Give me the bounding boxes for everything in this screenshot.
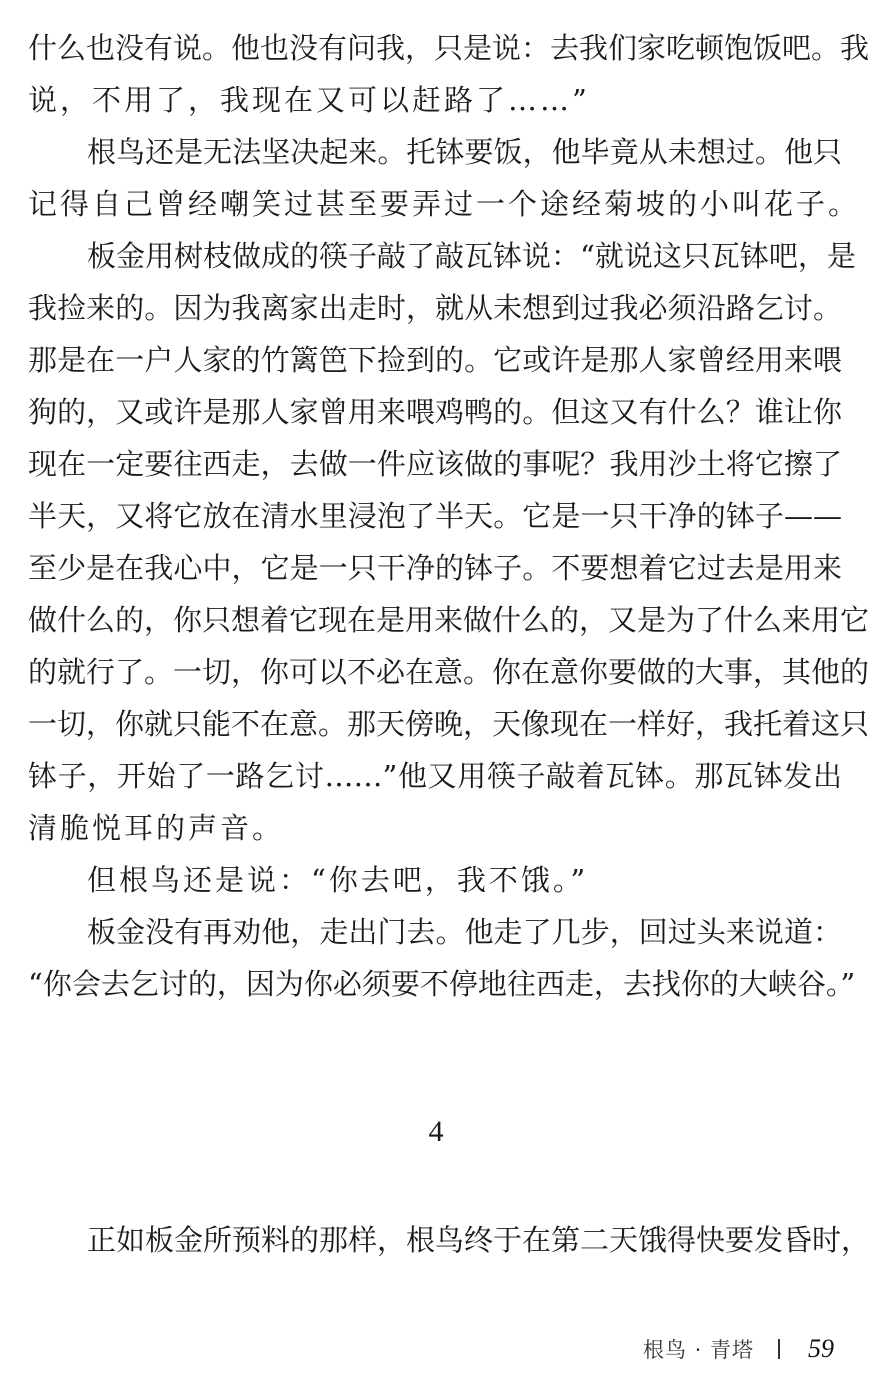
running-title: 根鸟 · 青塔 bbox=[642, 1338, 754, 1362]
text-line: 现在一定要往西走，去做一件应该做的事呢？我用沙土将它擦了 bbox=[28, 447, 842, 481]
text-line: 半天，又将它放在清水里浸泡了半天。它是一只干净的钵子—— bbox=[28, 499, 842, 533]
text-line: 清脆悦耳的声音。 bbox=[28, 811, 285, 845]
text-line: 的就行了。一切，你可以不必在意。你在意你要做的大事，其他的 bbox=[28, 655, 870, 689]
text-line: 正如板金所预料的那样，根鸟终于在第二天饿得快要发昏时， bbox=[87, 1223, 871, 1257]
text-line: 板金没有再劝他，走出门去。他走了几步，回过头来说道： bbox=[87, 915, 842, 949]
text-line: 记得自己曾经嘲笑过甚至要弄过一个途经菊坡的小叫花子。 bbox=[28, 187, 861, 221]
text-line: “你会去乞讨的，因为你必须要不停地往西走，去找你的大峡谷。” bbox=[28, 967, 856, 1001]
footer-divider bbox=[778, 1339, 780, 1359]
text-line: 什么也没有说。他也没有问我，只是说：去我们家吃顿饱饭吧。我 bbox=[28, 31, 870, 65]
text-line: 但根鸟还是说：“你去吧，我不饿。” bbox=[87, 863, 589, 897]
page-footer bbox=[643, 1334, 834, 1364]
text-line: 钵子，开始了一路乞讨……”他又用筷子敲着瓦钵。那瓦钵发出 bbox=[28, 759, 842, 793]
text-line: 那是在一户人家的竹篱笆下捡到的。它或许是那人家曾经用来喂 bbox=[28, 343, 842, 377]
text-line: 我捡来的。因为我离家出走时，就从未想到过我必须沿路乞讨。 bbox=[28, 291, 842, 325]
text-line: 一切，你就只能不在意。那天傍晚，天像现在一样好，我托着这只 bbox=[28, 707, 870, 741]
body-text bbox=[28, 22, 870, 1010]
text-line: 狗的，又或许是那人家曾用来喂鸡鸭的。但这又有什么？谁让你 bbox=[28, 395, 842, 429]
text-line: 至少是在我心中，它是一只干净的钵子。不要想着它过去是用来 bbox=[28, 551, 842, 585]
section-text bbox=[28, 1214, 871, 1266]
text-line: 做什么的，你只想着它现在是用来做什么的，又是为了什么来用它 bbox=[28, 603, 870, 637]
section-number: 4 bbox=[428, 1115, 444, 1148]
text-line: 板金用树枝做成的筷子敲了敲瓦钵说：“就说这只瓦钵吧，是 bbox=[87, 239, 856, 273]
text-line: 说，不用了，我现在又可以赶路了……” bbox=[28, 83, 590, 117]
text-line: 根鸟还是无法坚决起来。托钵要饭，他毕竟从未想过。他只 bbox=[87, 135, 842, 169]
page-number: 59 bbox=[808, 1334, 834, 1363]
